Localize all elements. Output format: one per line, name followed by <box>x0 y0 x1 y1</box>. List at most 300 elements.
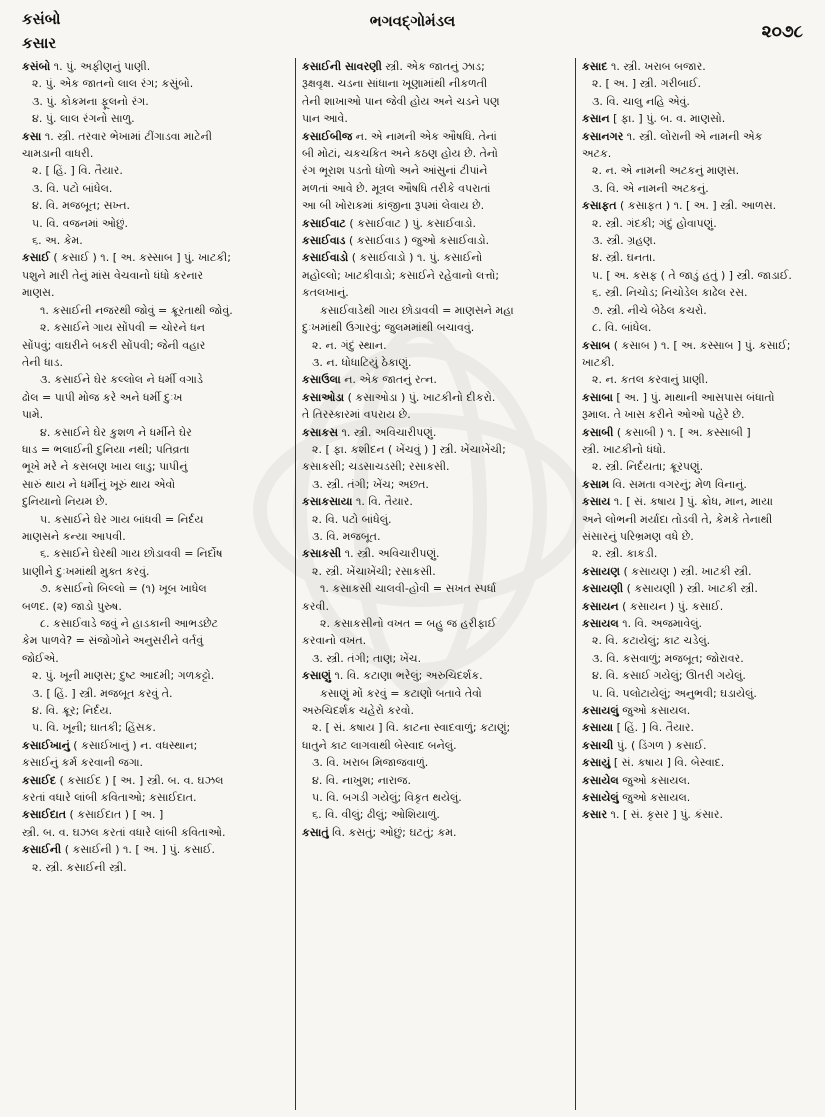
definition-line <box>22 528 284 545</box>
headword: કસાઈદાત <box>22 808 66 822</box>
headword: કસંબો <box>22 60 51 73</box>
definition-line <box>582 75 817 92</box>
definition-text: ૧. સ્ત્રી. ખરાબ બજાર. <box>607 60 706 73</box>
definition-line <box>582 545 817 562</box>
entry-line <box>582 563 817 580</box>
definition-text: ૨. સ્ત્રી. નિર્દયતા; ક્રૂરપણું. <box>592 460 704 474</box>
definition-text: પામે. <box>22 408 44 422</box>
definition-line <box>302 337 570 354</box>
entry-line <box>302 389 570 406</box>
definition-line <box>302 441 570 458</box>
definition-text: ૧. કસાકસી ચાલવી-હોવી = સખત સ્પર્ધા <box>320 582 497 596</box>
definition-text: ૩. વિ. ખરાબ મિજાજવાળું. <box>312 756 429 770</box>
definition-text: માણસ. <box>22 286 55 300</box>
definition-line <box>302 685 570 702</box>
entry-line <box>302 545 570 562</box>
definition-text: ૨. કસાઈને ગાય સોંપવી = ચોરને ધન <box>40 321 205 335</box>
entry-line <box>582 580 817 597</box>
definition-text: ૪. વિ. મજબૂત; સખ્ત. <box>32 199 131 213</box>
headword: કસાતું <box>302 825 329 839</box>
definition-line <box>302 632 570 649</box>
definition-text: ૧. સ્ત્રી. લોરાની એ નામની એક <box>623 129 763 143</box>
definition-line <box>582 93 817 110</box>
definition-text: ( કસાઈ ) ૧. [ અ. કસ્સાબ ] પું. ખાટકી; <box>49 251 231 265</box>
definition-text: ( કસાઈવાડ ) જુઓ કસાઈવાડો. <box>345 234 490 248</box>
definition-line <box>302 772 570 789</box>
definition-text: વિ. કસતું; ઓછું; ઘટતું; કમ. <box>328 825 457 839</box>
definition-text: ૩. પું. કોકમના ફૂલનો રંગ. <box>32 94 149 108</box>
definition-text: ૪. વિ. નાખુશ; નારાજ. <box>312 773 411 787</box>
definition-text: ( કસાઈવાડો ) ૧. પું. કસાઈનો <box>348 251 483 265</box>
definition-text: ( કસાઈદાત ) [ અ. ] <box>66 808 164 822</box>
definition-text: ૩. વિ. એ નામની અટકનું. <box>592 181 709 195</box>
definition-text: ( કસાબ ) ૧. [ અ. કસ્સાબ ] પું. કસાઈ; <box>610 338 791 352</box>
definition-line <box>302 580 570 597</box>
definition-text: ૫. વિ. ખૂની; ઘાતકી; હિંસક. <box>32 721 156 735</box>
definition-line <box>582 215 817 232</box>
definition-line <box>22 702 284 719</box>
definition-text: અરુચિદર્શક ચહેરો કરવો. <box>302 704 414 718</box>
definition-text: ૪. કસાઈને ઘેર કુશળ ને ધર્મીને ઘેર <box>40 425 192 439</box>
definition-text: ૨. ન. કતલ કરવાનું પ્રાણી. <box>592 373 709 387</box>
headword: કસાકસી <box>302 547 342 561</box>
definition-line <box>302 737 570 754</box>
definition-text: બી મોટાં, ચકચકિત અને કઠણ હોય છે. તેનો <box>302 147 498 161</box>
definition-text: ભૂખે મરે ને કસબણ ખાય લાડુ; પાપીનું <box>22 460 188 474</box>
headword: કસાઈ <box>22 251 50 265</box>
definition-line <box>22 319 284 336</box>
definition-text: કરવાનો વખત. <box>302 634 367 648</box>
definition-line <box>22 632 284 649</box>
definition-text: ( કસાઓડા ) પું. ખાટકીનો દીકરો. <box>344 390 496 404</box>
headword: કસાફત <box>582 199 617 213</box>
definition-text: ૧. સ્ત્રી. તરવાર ભેખામાં ટીંગાડવા માટેની <box>41 129 212 143</box>
headword: કસાઈવાડો <box>302 251 349 265</box>
headword: કસાઓડા <box>302 390 345 404</box>
definition-text: ( કસાયણી ) સ્ત્રી. ખાટકી સ્ત્રી. <box>623 582 758 596</box>
definition-text: ૩. સ્ત્રી. તંગી; ખેંચ; અછત. <box>312 477 429 491</box>
definition-text: ઢોલ = પાપી મોજ કરે અને ધર્મી દુઃખ <box>22 390 183 404</box>
definition-line <box>22 93 284 110</box>
definition-text: ૧. કસાઈની નજરથી જોવું = ક્રૂરતાથી જોવું. <box>40 303 233 317</box>
definition-text: કરવી. <box>302 599 329 613</box>
definition-text: સારું થાય ને ધર્મીનું ખૂરું થાય એવો <box>22 477 176 491</box>
definition-text: સ્ત્રી. બ. વ. ઘઝલ કરતાં વધારે લાંબી કવિતાઓ. <box>22 825 226 839</box>
headword: કસાયન <box>582 599 619 613</box>
definition-text: ૮. કસાઈવાડે જવું ને હાડકાની આભડછેટ <box>40 617 219 630</box>
definition-text: જુઓ કસાયલ. <box>618 791 691 805</box>
definition-line <box>22 563 284 580</box>
headword: કસાયલું <box>582 704 619 718</box>
definition-line <box>582 441 817 458</box>
definition-text: બળદ. (૨) જાડો પુરુષ. <box>22 599 122 613</box>
page-number: ૨૦૭૮ <box>761 22 803 42</box>
headword: કસાકસાયા <box>302 495 353 509</box>
entry-line <box>302 424 570 441</box>
definition-text: ૩. વિ. પટો બાંધેલ. <box>32 181 113 195</box>
definition-text: ૪. વિ. ક્રૂર; નિર્દય. <box>32 704 113 718</box>
definition-text: દુનિયાનો નિયમ છે. <box>22 495 108 509</box>
definition-line <box>582 180 817 197</box>
definition-line <box>582 162 817 179</box>
definition-line <box>582 232 817 249</box>
definition-text: કરતાં વધારે લાંબી કવિતાઓ; કસાઈદાત. <box>22 791 197 805</box>
headword: કસાચી <box>582 738 614 752</box>
definition-text: ૩. વિ. ચાલુ નહિ એવું. <box>592 94 690 108</box>
definition-line <box>22 667 284 684</box>
headword: કસાઈની સાવરણી <box>302 60 382 73</box>
headword: કસાનગર <box>582 129 624 143</box>
definition-text: ૨. [ સં. કષાય ] વિ. કાટના સ્વાદવાળું; કટાણું; <box>312 721 511 735</box>
definition-line <box>22 162 284 179</box>
entry-line <box>582 476 817 493</box>
entry-line <box>582 702 817 719</box>
definition-line <box>22 754 284 771</box>
entry-line <box>582 128 817 145</box>
definition-text: [ ફા. ] પું. બ. વ. માણસો. <box>609 112 726 126</box>
definition-line <box>302 615 570 632</box>
definition-line <box>22 180 284 197</box>
definition-line <box>22 110 284 127</box>
definition-text: ૨. [ હિં. ] વિ. તૈયાર. <box>32 164 123 178</box>
headword: કસાબી <box>582 425 614 439</box>
definition-text: ૨. [ ફા. કશીદન ( ખેંચવું ) ] સ્ત્રી. ખેંચાખેંચી; <box>312 442 506 456</box>
entry-line <box>22 841 284 858</box>
entry-line <box>302 824 570 841</box>
headword: કસાયું <box>582 756 611 770</box>
definition-text: ૫. વિ. બગડી ગયેલું; વિકૃત થયેલું. <box>312 791 462 805</box>
definition-line <box>22 580 284 597</box>
definition-text: રૂમાલ. તે ખાસ કરીને ઓઓ પહેરે છે. <box>582 408 745 422</box>
definition-text: રૂક્ષવૃક્ષ. ચડના સાંધાના ખૂણામાંથી નીકળતી <box>302 77 488 91</box>
definition-text: ધાતુને કાટ લાગવાથી બેસ્વાદ બનેલું. <box>302 738 457 752</box>
definition-line <box>302 650 570 667</box>
definition-text: દુઃખમાંથી ઉગારવું; જુલમમાંથી બચાવવું. <box>302 321 475 335</box>
definition-text: ન. એક જાતનું રત્ન. <box>340 373 437 387</box>
definition-line <box>22 232 284 249</box>
definition-text: ધાડ = ભલાઈની દુનિયા નથી; પતિવ્રતા <box>22 442 190 456</box>
definition-text: ૬. કસાઈને ઘેરથી ગાય છોડાવવી = નિર્દોષ <box>40 547 223 561</box>
definition-text: પું. ( ડિંગળ ) કસાઈ. <box>613 738 707 752</box>
entry-line <box>302 667 570 684</box>
definition-text: ૭. સ્ત્રી. નીચે બેઠેલ કચરો. <box>592 303 707 317</box>
definition-line <box>582 284 817 301</box>
definition-text: રંગ ભૂરાશ પડતો ધોળો અને આંસુનાં ટીપાંને <box>302 164 488 178</box>
entry-line <box>302 128 570 145</box>
definition-line <box>22 458 284 475</box>
headword: કસાન <box>582 112 610 126</box>
definition-line <box>302 719 570 736</box>
definition-text: ૨. સ્ત્રી. કાકડી. <box>592 547 658 561</box>
definition-line <box>582 685 817 702</box>
definition-text: ૨. ન. ગંદું સ્થાન. <box>312 338 387 352</box>
definition-line <box>302 806 570 823</box>
entry-line <box>582 737 817 754</box>
definition-line <box>22 406 284 423</box>
headword: કસાયણ <box>582 564 620 578</box>
definition-text: [ હિં. ] વિ. તૈયાર. <box>613 721 694 735</box>
definition-text: ૨. વિ. કટાયેલું; કાટ ચડેલું. <box>592 634 711 648</box>
headword: કસાયા <box>582 721 614 735</box>
definition-line <box>22 424 284 441</box>
definition-text: ૫. [ અ. કસફ ( તે જાડું હતું ) ] સ્ત્રી. જાડાઈ. <box>592 268 792 282</box>
entry-line <box>582 337 817 354</box>
definition-text: ૩. સ્ત્રી. તંગી; તાણ; ખેંચ. <box>312 651 422 665</box>
definition-text: [ સં. કષાય ] વિ. બેસ્વાદ. <box>610 756 725 770</box>
entry-line <box>22 58 284 75</box>
definition-text: કેમ પાળવે? = સંજોગોને અનુસરીને વર્તવું <box>22 634 204 648</box>
definition-line <box>22 511 284 528</box>
definition-line <box>22 650 284 667</box>
definition-line <box>22 354 284 371</box>
entry-line <box>302 232 570 249</box>
definition-text: આ બી ખોરાકમાં કાંજીના રૂપમાં લેવાય છે. <box>302 199 485 213</box>
definition-line <box>302 458 570 475</box>
definition-text: સંસારનું પરિભ્રમણ વધે છે. <box>582 529 694 543</box>
headword: કસાય <box>582 495 611 509</box>
definition-line <box>302 180 570 197</box>
definition-line <box>302 511 570 528</box>
definition-line <box>582 371 817 388</box>
columns-container <box>22 58 810 1110</box>
definition-text: માણસને કન્યા આપવી. <box>22 529 126 543</box>
definition-line <box>22 267 284 284</box>
definition-line <box>582 406 817 423</box>
definition-line <box>582 267 817 284</box>
definition-line <box>582 354 817 371</box>
definition-text: ૨. સ્ત્રી. ખેંચાખેંચી; રસાકસી. <box>312 564 436 578</box>
definition-line <box>582 667 817 684</box>
definition-line <box>302 145 570 162</box>
definition-text: ૨. વિ. પટો બાંધેલું. <box>312 512 392 526</box>
entry-line <box>582 789 817 806</box>
definition-text: ૧. સ્ત્રી. અવિચારીપણું. <box>341 547 440 561</box>
definition-text: ૫. વિ. પલોટાયેલું; અનુભવી; ઘડાયેલું. <box>592 686 757 700</box>
definition-text: ૧. વિ. કટાણા ભરેલું; અરુચિદર્શક. <box>330 669 483 683</box>
definition-text: ૬. સ્ત્રી. નિચોડ; નિચોડેલ કાઢેલ રસ. <box>592 286 748 300</box>
definition-text: ( કસાયણ ) સ્ત્રી. ખાટકી સ્ત્રી. <box>619 564 752 578</box>
definition-line <box>22 789 284 806</box>
column-3 <box>575 58 817 1110</box>
definition-text: કસાઈવાડેથી ગાય છોડાવવી = માણસને મહા <box>320 303 514 317</box>
definition-line <box>302 563 570 580</box>
headword: કસાઈદ <box>22 773 57 787</box>
definition-line <box>22 615 284 632</box>
definition-text: ( કસાઈખાનું ) ન. વધસ્થાન; <box>69 738 198 752</box>
definition-text: જોઈએ. <box>22 651 59 665</box>
headword: કસાઈની <box>22 843 62 857</box>
definition-line <box>302 789 570 806</box>
definition-text: કસાઈનું કર્મ કરવાની જગા. <box>22 756 144 770</box>
headword: કસાઈવાડ <box>302 234 346 248</box>
entry-line <box>302 249 570 266</box>
definition-text: ( કસાયન ) પું. કસાઈ. <box>618 599 724 613</box>
headword: કસાઉલા <box>302 373 341 387</box>
definition-line <box>22 371 284 388</box>
headword: કસાઈવાટ <box>302 216 346 230</box>
definition-line <box>22 389 284 406</box>
entry-line <box>582 806 817 823</box>
definition-line <box>302 197 570 214</box>
headword: કસાઈખાનું <box>22 738 70 752</box>
definition-line <box>582 528 817 545</box>
headword: કસાયેલ <box>582 773 619 787</box>
definition-line <box>302 528 570 545</box>
definition-line <box>302 302 570 319</box>
definition-text: ૩. વિ. કસવાળું; મજબૂત; જોરાવર. <box>592 651 744 665</box>
definition-line <box>22 824 284 841</box>
definition-text: ( કસાઈની ) ૧. [ અ. ] પું. કસાઈ. <box>61 843 216 857</box>
definition-text: ( કસાઈદ ) [ અ. ] સ્ત્રી. બ. વ. ઘઝલ <box>56 773 224 787</box>
definition-line <box>302 598 570 615</box>
entry-line <box>582 58 817 75</box>
definition-text: ૩. ન. ધોધાટિયું ઠેકાણું. <box>312 355 412 369</box>
definition-text: ૩. વિ. મજબૂત. <box>312 529 381 543</box>
definition-line <box>582 319 817 336</box>
entry-line <box>22 806 284 823</box>
definition-text: ૬. વિ. વીલું; ઢીલું; ઓશિયાળું. <box>312 808 440 822</box>
definition-text: ૧. પું. અફીણનું પાણી. <box>50 60 151 73</box>
definition-text: ૨. સ્ત્રી. ગંદકી; ગંદું હોવાપણું. <box>592 216 717 230</box>
entry-line <box>22 772 284 789</box>
definition-text: ૧. વિ. તૈયાર. <box>352 495 413 509</box>
definition-text: ૩. કસાઈને ઘેર કલ્લોલ ને ધર્મી વગાડે <box>40 373 203 387</box>
definition-line <box>582 249 817 266</box>
definition-text: ચામડાની વાધરી. <box>22 147 94 161</box>
definition-text: મહોલ્લો; ખાટકીવાડો; કસાઈને રહેવાનો લત્તો; <box>302 268 500 282</box>
headword: કસાઈબીજ <box>302 129 353 143</box>
definition-text: ૪. સ્ત્રી. ઘનતા. <box>592 251 656 265</box>
definition-text: ( કસાફત ) ૧. [ અ. ] સ્ત્રી. આળસ. <box>616 199 777 213</box>
definition-line <box>22 337 284 354</box>
definition-line <box>302 319 570 336</box>
headword: કસાણું <box>302 669 331 683</box>
definition-text: કસાણું મોં કરવું = કટાણો બતાવે તેવો <box>320 686 482 700</box>
definition-text: ૧. સ્ત્રી. અવિચારીપણું. <box>338 425 437 439</box>
definition-text: ૨. પું. ખૂની માણસ; દુષ્ટ આદમી; ગળકટ્ટો. <box>32 669 215 683</box>
column-1 <box>22 58 284 1110</box>
definition-line <box>302 284 570 301</box>
definition-line <box>22 859 284 876</box>
entry-line <box>582 424 817 441</box>
definition-text: અટક. <box>582 147 612 161</box>
definition-text: પાન આવે. <box>302 112 348 126</box>
definition-line <box>582 511 817 528</box>
entry-line <box>22 249 284 266</box>
headword: કસાયલ <box>582 617 619 630</box>
headword: કસા <box>22 129 42 143</box>
definition-line <box>22 476 284 493</box>
entry-line <box>582 493 817 510</box>
entry-line <box>302 493 570 510</box>
entry-line <box>582 598 817 615</box>
entry-line <box>582 110 817 127</box>
definition-line <box>22 197 284 214</box>
definition-text: પશુને મારી તેનું માંસ વેચવાનો ધંધો કરનાર <box>22 268 204 282</box>
headword: કસાબ <box>582 338 611 352</box>
definition-text: કતલખાનું. <box>302 286 349 300</box>
definition-text: ૬. અ. કેમ. <box>32 234 83 248</box>
definition-text: સોંપવું; વાઘરીને બકરી સોંપવી; જેની વહાર <box>22 338 206 352</box>
definition-line <box>302 354 570 371</box>
definition-text: અને લોભની મર્યાદા તોડવી તે, કેમકે તેનાથી <box>582 512 773 526</box>
definition-text: ( કસાબી ) ૧. [ અ. કસ્સાબી ] <box>613 425 751 439</box>
definition-text: ૪. વિ. કસાઈ ગયેલું; ઊતરી ગયેલું. <box>592 669 746 683</box>
definition-text: ૮. વિ. બાંધેલ. <box>592 321 652 335</box>
definition-line <box>22 493 284 510</box>
definition-text: તેની શાખાઓ પાન જેવી હોય અને ચડને પણ <box>302 94 500 108</box>
definition-line <box>582 302 817 319</box>
definition-line <box>22 441 284 458</box>
definition-text: ૭. કસાઈનો બિલ્લો = (૧) ખૂબ ખાધેલ <box>40 582 207 596</box>
page-title: ભગવદ્ગોમંડલ <box>369 12 456 30</box>
definition-text: ન. એ નામની એક ઔષધિ. તેનાં <box>352 129 497 143</box>
definition-line <box>22 215 284 232</box>
definition-text: સ્ત્રી. ખાટકીનો ધંધો. <box>582 442 666 456</box>
guide-word-bottom: કસાર <box>22 34 57 52</box>
entry-line <box>582 719 817 736</box>
definition-line <box>22 545 284 562</box>
definition-text: ૧. [ સં. કષાય ] પું. ક્રોધ, માન, માયા <box>610 495 773 509</box>
definition-line <box>302 754 570 771</box>
entry-line <box>302 58 570 75</box>
definition-text: ૨. ન. એ નામની અટકનું માણસ. <box>592 164 740 178</box>
definition-line <box>22 719 284 736</box>
headword: કસાકસ <box>302 425 339 439</box>
definition-line <box>302 162 570 179</box>
definition-text: સ્ત્રી. એક જાતનું ઝાડ; <box>381 60 485 73</box>
definition-line <box>582 458 817 475</box>
definition-text: ૩. સ્ત્રી. ગ્રહણ. <box>592 234 657 248</box>
definition-text: [ અ. ] પું. માથાની આસપાસ બંધાતો <box>612 390 775 404</box>
entry-line <box>22 737 284 754</box>
entry-line <box>22 128 284 145</box>
definition-line <box>582 650 817 667</box>
definition-line <box>582 632 817 649</box>
definition-text: તેની ધાડ. <box>22 355 63 369</box>
entry-line <box>582 389 817 406</box>
definition-text: જુઓ કસાયલ. <box>618 704 691 718</box>
definition-text: ૪. પું. લાલ રંગનો સાળુ. <box>32 112 135 126</box>
headword: કસાર <box>582 808 608 822</box>
definition-line <box>22 302 284 319</box>
definition-text: ૧. વિ. અજમાવેલું. <box>618 617 703 630</box>
definition-text: તે તિરસ્કારમાં વપરાય છે. <box>302 408 411 422</box>
entry-line <box>302 371 570 388</box>
entry-line <box>582 197 817 214</box>
headword: કસાયણી <box>582 582 624 596</box>
definition-line <box>22 284 284 301</box>
headword: કસાબા <box>582 390 613 404</box>
entry-line <box>582 772 817 789</box>
definition-text: મળતાં આવે છે. મૂત્રલ ઔષધિ તરીકે વપરાતાં <box>302 181 491 195</box>
definition-line <box>582 145 817 162</box>
entry-line <box>582 615 817 632</box>
definition-text: ( કસાઈવાટ ) પું. કસાઈવાડો. <box>345 216 477 230</box>
definition-text: ૫. કસાઈને ઘેર ગાય બાંધવી = નિર્દય <box>40 512 204 526</box>
guide-word-top: કસંબો <box>22 10 61 28</box>
definition-line <box>302 406 570 423</box>
definition-text: ૨. પું. એક જાતનો લાલ રંગ; કસુંબો. <box>32 77 194 91</box>
definition-text: પ્રાણીને દુઃખમાંથી મુક્ત કરવું. <box>22 564 150 578</box>
definition-line <box>302 93 570 110</box>
definition-text: ૩. [ હિં. ] સ્ત્રી. મજબૂત કરવું તે. <box>32 686 173 700</box>
headword: કસામ <box>582 477 610 491</box>
entry-line <box>302 215 570 232</box>
definition-text: વિ. સમતા વગરનું; મેળ વિનાનું. <box>609 477 747 491</box>
column-2 <box>295 58 570 1110</box>
definition-text: ૧. [ સં. કૃસર ] પું. કંસાર. <box>607 808 723 822</box>
